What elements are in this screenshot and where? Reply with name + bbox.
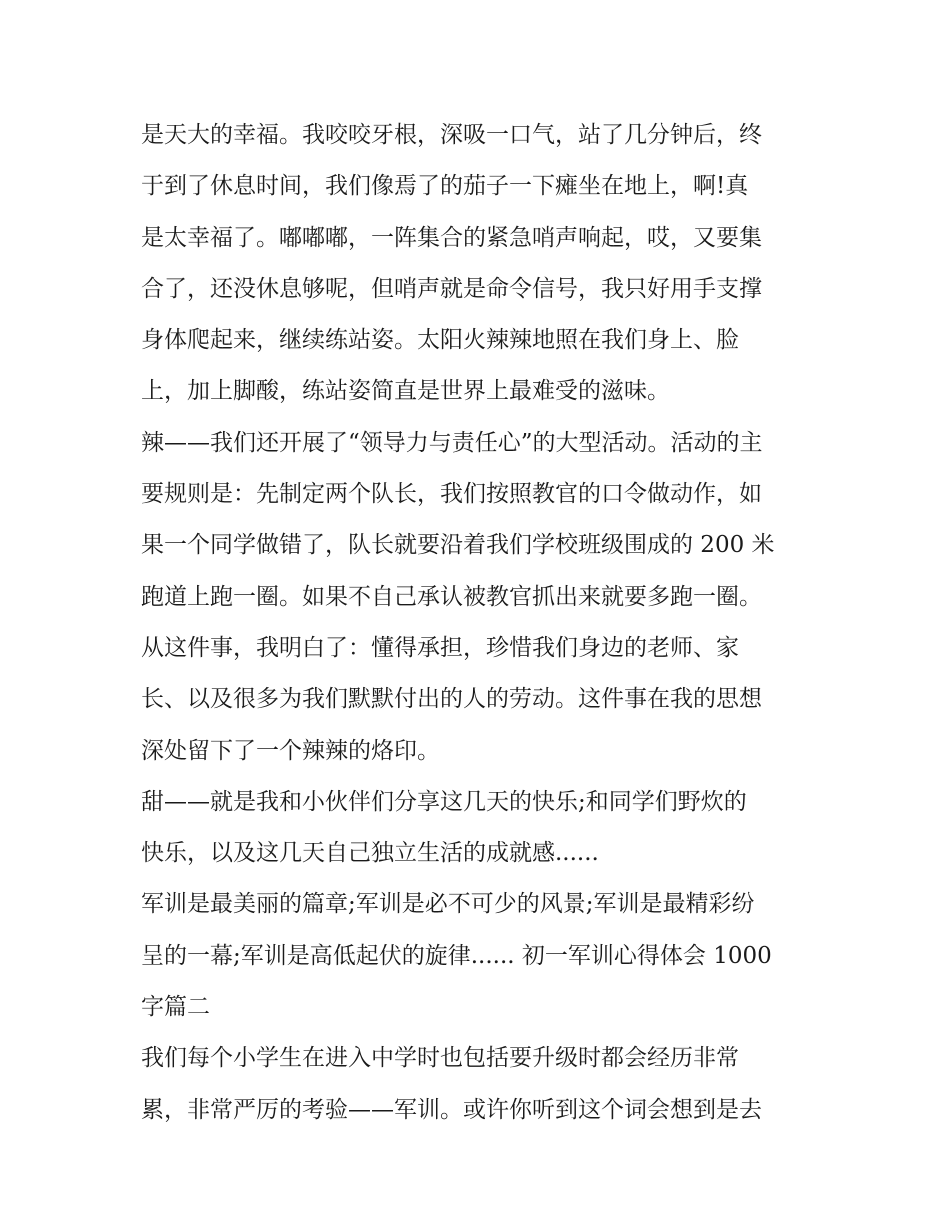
text-line: 果一个同学做错了，队长就要沿着我们学校班级围成的 200 米 (141, 532, 775, 559)
text-line: 长、以及很多为我们默默付出的人的劳动。这件事在我的思想 (141, 686, 762, 713)
text-line: 从这件事，我明白了：懂得承担，珍惜我们身边的老师、家 (141, 634, 739, 661)
text-line: 上，加上脚酸，练站姿简直是世界上最难受的滋味。 (141, 378, 670, 405)
text-line: 累，非常严厉的考验——军训。或许你听到这个词会想到是去 (141, 1096, 762, 1123)
text-line: 辣——我们还开展了“领导力与责任心”的大型活动。活动的主 (141, 429, 763, 456)
text-line: 军训是最美丽的篇章;军训是必不可少的风景;军训是最精彩纷 (141, 891, 755, 918)
text-line: 于到了休息时间，我们像焉了的茄子一下瘫坐在地上，啊!真 (141, 173, 749, 200)
text-line: 合了，还没休息够呢，但哨声就是命令信号，我只好用手支撑 (141, 275, 762, 302)
text-line: 要规则是：先制定两个队长，我们按照教官的口令做动作，如 (141, 481, 762, 508)
text-line: 我们每个小学生在进入中学时也包括要升级时都会经历非常 (141, 1045, 739, 1072)
text-line: 字篇二 (141, 994, 210, 1021)
text-line: 快乐，以及这几天自己独立生活的成就感...... (141, 840, 599, 867)
document-body (141, 110, 821, 1136)
text-line: 深处留下了一个辣辣的烙印。 (141, 737, 440, 764)
text-line: 跑道上跑一圈。如果不自己承认被教官抓出来就要多跑一圈。 (141, 583, 762, 610)
text-line: 是天大的幸福。我咬咬牙根，深吸一口气，站了几分钟后，终 (141, 122, 762, 148)
text-line: 呈的一幕;军训是高低起伏的旋律...... 初一军训心得体会 1000 (141, 942, 772, 969)
text-line: 身体爬起来，继续练站姿。太阳火辣辣地照在我们身上、脸 (141, 327, 739, 354)
text-line: 是太幸福了。嘟嘟嘟，一阵集合的紧急哨声响起，哎，又要集 (141, 224, 762, 251)
text-line: 甜——就是我和小伙伴们分享这几天的快乐;和同学们野炊的 (141, 788, 747, 815)
